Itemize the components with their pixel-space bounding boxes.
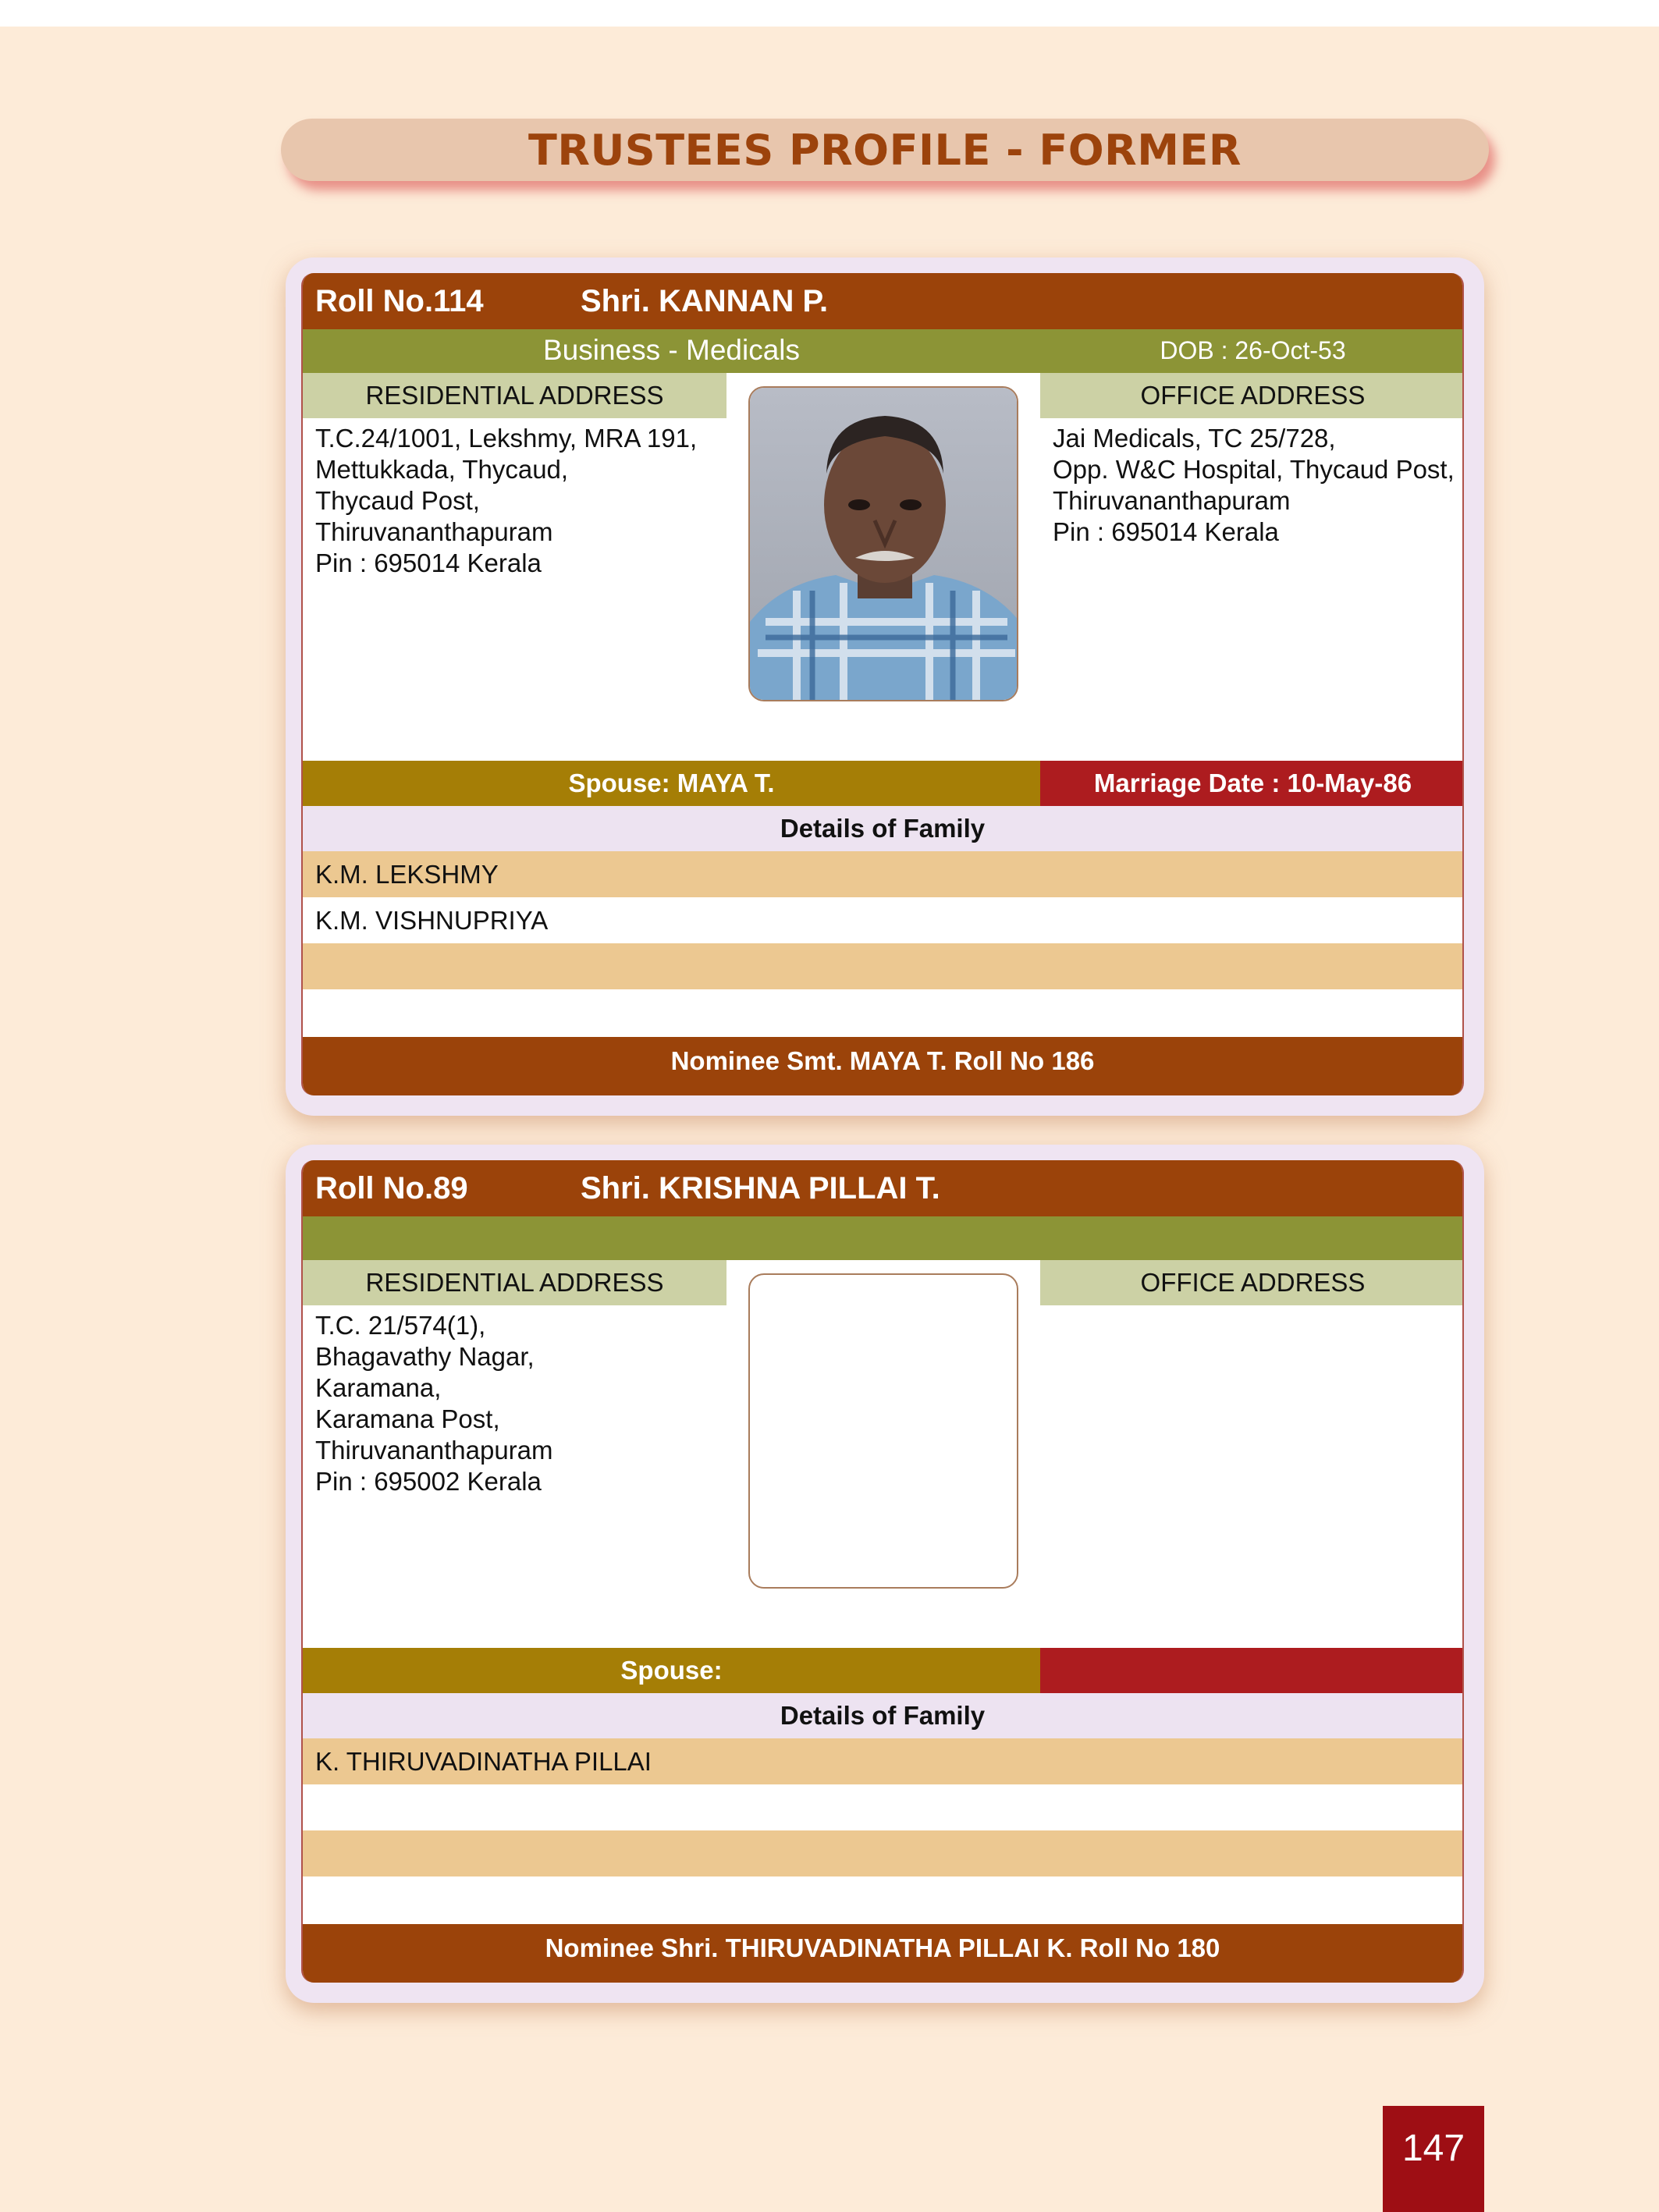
trustee-card-body xyxy=(301,273,1464,1095)
office-address-header: OFFICE ADDRESS xyxy=(1040,1260,1464,1305)
page-number: 147 xyxy=(1383,2106,1484,2212)
family-member-row: K. THIRUVADINATHA PILLAI xyxy=(303,1738,1462,1784)
family-member-row: K.M. LEKSHMY xyxy=(303,851,1462,897)
nominee-bar: Nominee Smt. MAYA T. Roll No 186 xyxy=(303,1037,1462,1095)
marriage-date xyxy=(1040,1648,1464,1693)
page-title: TRUSTEES PROFILE - FORMER xyxy=(528,125,1242,175)
residential-address-header: RESIDENTIAL ADDRESS xyxy=(303,1260,726,1305)
page-title-banner xyxy=(281,119,1489,181)
occupation: Business - Medicals xyxy=(542,334,800,366)
address-line: Pin : 695014 Kerala xyxy=(315,549,542,577)
address-line: Mettukkada, Thycaud, xyxy=(315,455,569,484)
roll-number: Roll No.114 xyxy=(315,284,484,318)
family-member-row: K.M. VISHNUPRIYA xyxy=(303,897,1462,943)
spouse-name: Spouse: xyxy=(303,1648,1040,1693)
roll-number: Roll No.89 xyxy=(315,1171,468,1205)
family-member-row xyxy=(303,989,1462,1037)
address-line: T.C.24/1001, Lekshmy, MRA 191, xyxy=(315,424,698,453)
office-address-header: OFFICE ADDRESS xyxy=(1040,373,1464,418)
nominee-bar: Nominee Shri. THIRUVADINATHA PILLAI K. Roll No 180 xyxy=(303,1924,1462,1983)
family-member-row xyxy=(303,1876,1462,1924)
address-line: Pin : 695014 Kerala xyxy=(1053,517,1279,546)
family-details-header: Details of Family xyxy=(303,1693,1462,1738)
trustee-name: Shri. KRISHNA PILLAI T. xyxy=(581,1171,940,1205)
trustee-photo-placeholder xyxy=(748,1273,1018,1589)
trustee-header xyxy=(303,273,1462,329)
address-line: Thiruvananthapuram xyxy=(315,1436,553,1465)
family-member-row xyxy=(303,1784,1462,1830)
office-address xyxy=(1053,423,1458,548)
residential-address xyxy=(315,423,721,579)
residential-address xyxy=(315,1310,721,1497)
trustee-header xyxy=(303,1160,1462,1216)
address-line: Thiruvananthapuram xyxy=(315,517,553,546)
trustee-card xyxy=(286,1145,1484,2003)
residential-address-header: RESIDENTIAL ADDRESS xyxy=(303,373,726,418)
address-line: Karamana Post, xyxy=(315,1404,500,1433)
address-line: Bhagavathy Nagar, xyxy=(315,1342,535,1371)
address-line: Karamana, xyxy=(315,1373,442,1402)
address-line: Thiruvananthapuram xyxy=(1053,486,1291,515)
trustee-card xyxy=(286,257,1484,1116)
top-margin-strip xyxy=(0,0,1659,27)
family-details-header: Details of Family xyxy=(303,806,1462,851)
family-member-row xyxy=(303,1830,1462,1876)
address-line: T.C. 21/574(1), xyxy=(315,1311,486,1340)
occupation-bar xyxy=(303,1216,1462,1260)
date-of-birth: DOB : 26-Oct-53 xyxy=(1160,336,1346,364)
trustee-card-body xyxy=(301,1160,1464,1983)
spouse-name: Spouse: MAYA T. xyxy=(303,761,1040,806)
trustee-photo xyxy=(748,386,1018,701)
portrait-photo-icon xyxy=(750,388,1018,701)
address-line: Pin : 695002 Kerala xyxy=(315,1467,542,1496)
address-line: Thycaud Post, xyxy=(315,486,480,515)
address-line: Opp. W&C Hospital, Thycaud Post, xyxy=(1053,455,1455,484)
family-member-row xyxy=(303,943,1462,989)
occupation-bar xyxy=(303,329,1462,373)
address-line: Jai Medicals, TC 25/728, xyxy=(1053,424,1336,453)
trustee-name: Shri. KANNAN P. xyxy=(581,284,829,318)
marriage-date: Marriage Date : 10-May-86 xyxy=(1040,761,1464,806)
